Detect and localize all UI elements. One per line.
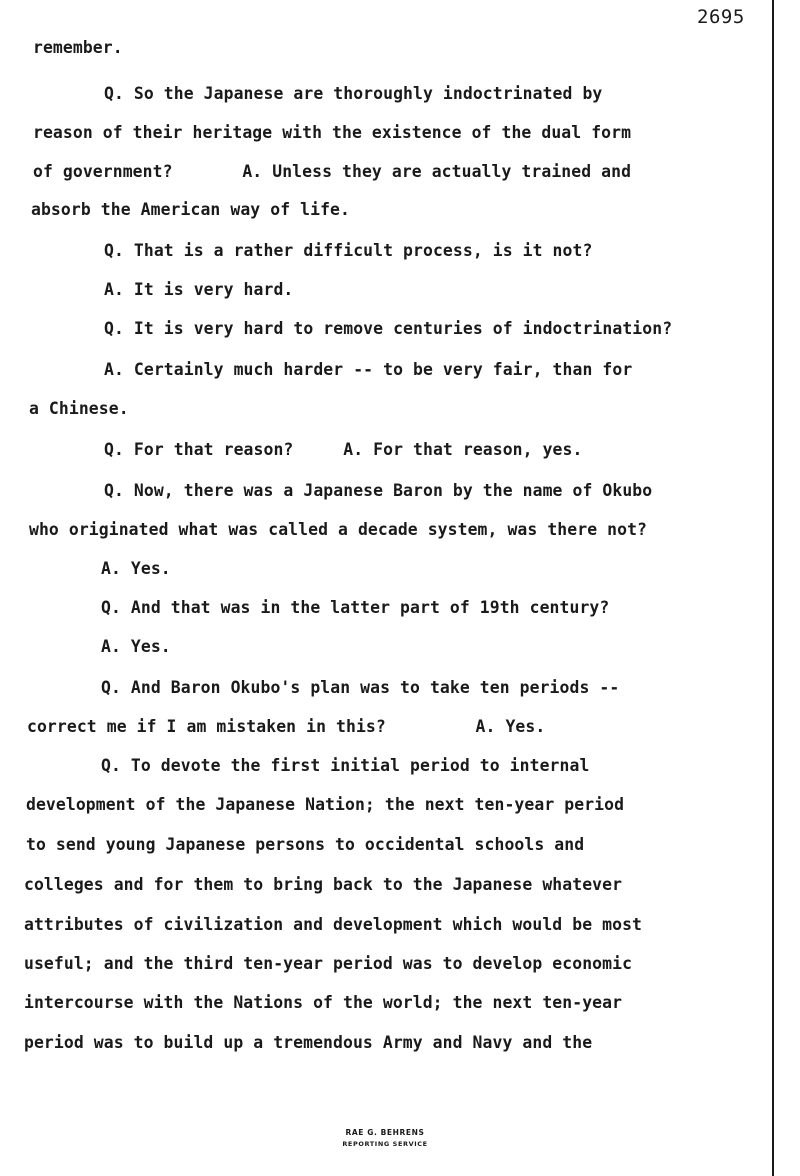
- footer-reporter-name: RAE G. BEHRENS: [345, 1128, 425, 1137]
- transcript-line: A. Yes.: [101, 637, 171, 656]
- transcript-line: attributes of civilization and development which would be most: [24, 915, 643, 934]
- transcript-line: absorb the American way of life.: [31, 200, 350, 219]
- transcript-line: Q. To devote the first initial period to internal: [101, 756, 590, 775]
- margin-rule: [772, 0, 774, 1176]
- transcript-line: Q. And Baron Okubo's plan was to take ten periods --: [101, 678, 620, 697]
- transcript-line: useful; and the third ten-year period was to develop economic: [24, 954, 633, 973]
- transcript-line: Q. It is very hard to remove centuries of indoctrination?: [104, 319, 673, 338]
- transcript-line: Q. Now, there was a Japanese Baron by the name of Okubo: [104, 481, 653, 500]
- transcript-line: Q. So the Japanese are thoroughly indoctrinated by: [104, 84, 603, 103]
- page-number: 2695: [697, 6, 745, 28]
- transcript-line: Q. For that reason? A. For that reason, yes.: [104, 440, 583, 459]
- transcript-line: a Chinese.: [29, 399, 129, 418]
- transcript-line: remember.: [33, 38, 123, 57]
- transcript-line: correct me if I am mistaken in this? A. Yes.: [27, 717, 546, 736]
- transcript-line: who originated what was called a decade system, was there not?: [29, 520, 648, 539]
- transcript-line: development of the Japanese Nation; the next ten-year period: [26, 795, 625, 814]
- transcript-line: period was to build up a tremendous Army and Navy and the: [24, 1033, 593, 1052]
- transcript-line: A. It is very hard.: [104, 280, 294, 299]
- footer-reporting-service: REPORTING SERVICE: [342, 1140, 428, 1148]
- transcript-line: A. Certainly much harder -- to be very fair, than for: [104, 360, 633, 379]
- transcript-line: of government? A. Unless they are actually trained and: [33, 162, 632, 181]
- transcript-line: A. Yes.: [101, 559, 171, 578]
- transcript-line: reason of their heritage with the existence of the dual form: [33, 123, 632, 142]
- transcript-line: Q. That is a rather difficult process, is it not?: [104, 241, 593, 260]
- transcript-line: Q. And that was in the latter part of 19th century?: [101, 598, 610, 617]
- transcript-line: to send young Japanese persons to occidental schools and: [26, 835, 585, 854]
- transcript-line: intercourse with the Nations of the world; the next ten-year: [24, 993, 623, 1012]
- transcript-line: colleges and for them to bring back to the Japanese whatever: [24, 875, 623, 894]
